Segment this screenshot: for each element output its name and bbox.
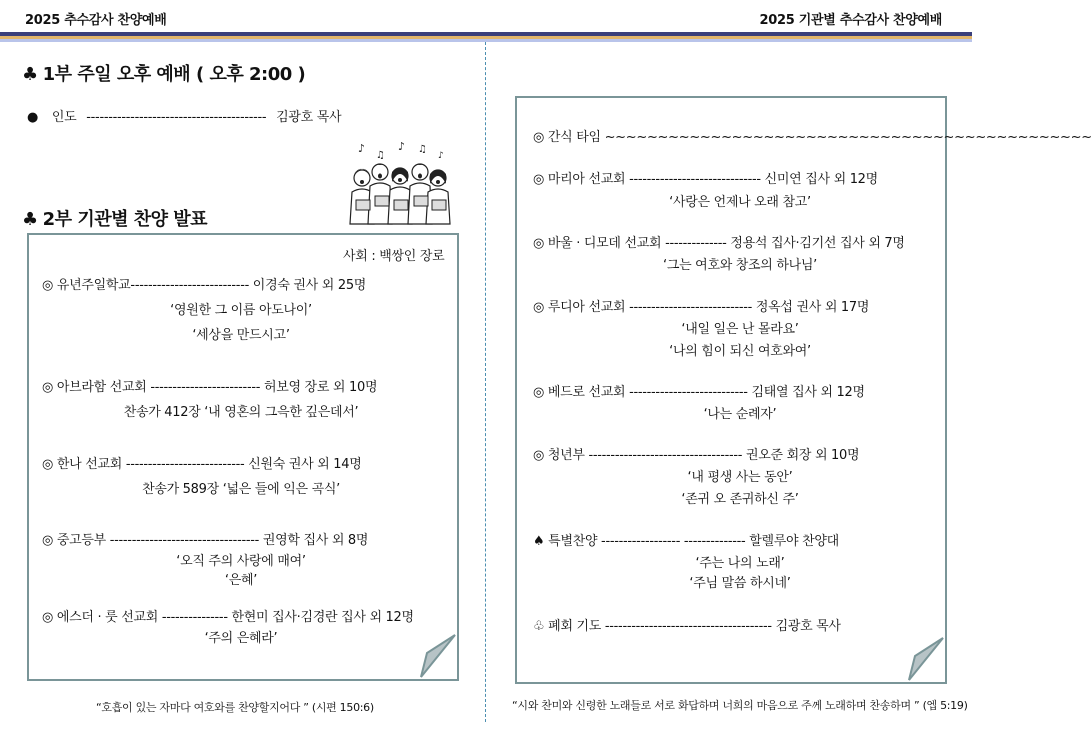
header-band-light xyxy=(0,39,972,42)
part1-title xyxy=(22,60,305,86)
club-icon: ♣ xyxy=(22,209,38,230)
program-item-line: ◎ 유년주일학교--------------------------- 이경숙 권사 외 25명 xyxy=(42,278,367,293)
program-item-song: ‘내 평생 사는 동안’ xyxy=(687,470,793,485)
choir-singers-illustration xyxy=(346,138,458,224)
program-item-song: ‘사랑은 언제나 오래 참고’ xyxy=(669,195,811,210)
program-item-song: ‘주의 은혜라’ xyxy=(204,631,278,646)
page-divider xyxy=(485,42,486,722)
page-curl-right xyxy=(907,636,947,682)
header-left-title: 2025 추수감사 찬양예배 xyxy=(25,13,167,28)
program-item-line: ◎ 아브라함 선교회 ------------------------- 허보영 장로 외 10명 xyxy=(42,380,378,395)
item-label: 인도 xyxy=(51,110,77,125)
program-item-song: 찬송가 589장 ‘넓은 들에 익은 곡식’ xyxy=(142,482,340,497)
part2-host: 사회 : 백쌍인 장로 xyxy=(343,249,445,264)
program-item-line: ◎ 마리아 선교회 ------------------------------ 신미연 집사 외 12명 xyxy=(533,172,878,187)
program-item-song: ‘오직 주의 사랑에 매여’ xyxy=(176,554,306,569)
part1-title-text: 1부 주일 오후 예배 ( 오후 2:00 ) xyxy=(42,64,306,85)
program-item-line: ◎ 에스더 · 룻 선교회 --------------- 한현미 집사·김경란 집사 외 12명 xyxy=(42,610,414,625)
club-icon: ♣ xyxy=(22,64,38,85)
program-item-song: 찬송가 412장 ‘내 영혼의 그윽한 깊은데서’ xyxy=(123,405,359,420)
program-item-line: ◎ 청년부 ----------------------------------- 권오준 회장 외 10명 xyxy=(533,448,860,463)
svg-text:♫: ♫ xyxy=(376,150,385,161)
program-item-song: ‘그는 여호와 창조의 하나님’ xyxy=(663,258,817,273)
svg-text:♪: ♪ xyxy=(358,142,366,155)
item-person: 김광호 목사 xyxy=(276,110,342,125)
program-item-song: ‘주는 나의 노래’ xyxy=(695,556,785,571)
program-item-song: ‘세상을 만드시고’ xyxy=(192,328,290,343)
program-item-line: ♧ 폐회 기도 -------------------------------------- 김광호 목사 xyxy=(533,619,841,634)
bullet: ● xyxy=(27,110,39,125)
program-item-song: ‘주님 말씀 하시네’ xyxy=(689,576,791,591)
part1-item-leader xyxy=(27,106,341,125)
program-item-song: ‘영원한 그 이름 아도나이’ xyxy=(170,303,312,318)
program-item-song: ‘나는 순례자’ xyxy=(703,407,777,422)
part2-title-text: 2부 기관별 찬양 발표 xyxy=(42,209,208,230)
program-item-song: ‘나의 힘이 되신 여호와여’ xyxy=(669,344,811,359)
program-item-line: ◎ 바울 · 디모데 선교회 -------------- 정용석 집사·김기선 집사 외 7명 xyxy=(533,236,905,251)
program-item-song: ‘존귀 오 존귀하신 주’ xyxy=(681,492,799,507)
program-item-line: ◎ 간식 타임 ~~~~~~~~~~~~~~~~~~~~~~~~~~~~~~~~~~~~~~~~~~~~~~ xyxy=(533,130,1092,145)
footer-left-verse: “호흡이 있는 자마다 여호와를 찬양할지어다 ” (시편 150:6) xyxy=(96,701,374,714)
header-right-title: 2025 기관별 추수감사 찬양예배 xyxy=(759,13,942,28)
part2-title xyxy=(22,205,207,231)
svg-text:♪: ♪ xyxy=(398,140,406,153)
program-item-line: ♠ 특별찬양 ------------------ -------------- 할렐루야 찬양대 xyxy=(533,534,839,549)
program-item-line: ◎ 베드로 선교회 --------------------------- 김태열 집사 외 12명 xyxy=(533,385,865,400)
program-item-song: ‘은혜’ xyxy=(224,573,258,588)
program-item-song: ‘내일 일은 난 몰라요’ xyxy=(681,322,799,337)
program-item-line: ◎ 루디아 선교회 ---------------------------- 정옥섭 권사 외 17명 xyxy=(533,300,870,315)
footer-right-verse: “시와 찬미와 신령한 노래들로 서로 화답하며 너희의 마음으로 주께 노래하며 찬송하며 ” (엡 5:19) xyxy=(512,699,968,712)
program-item-line: ◎ 중고등부 ---------------------------------- 권영학 집사 외 8명 xyxy=(42,533,369,548)
svg-text:♫: ♫ xyxy=(418,144,427,155)
item-dashes: ----------------------------------------- xyxy=(86,110,267,125)
svg-text:♪: ♪ xyxy=(438,151,444,161)
program-item-line: ◎ 한나 선교회 --------------------------- 신원숙 권사 외 14명 xyxy=(42,457,362,472)
